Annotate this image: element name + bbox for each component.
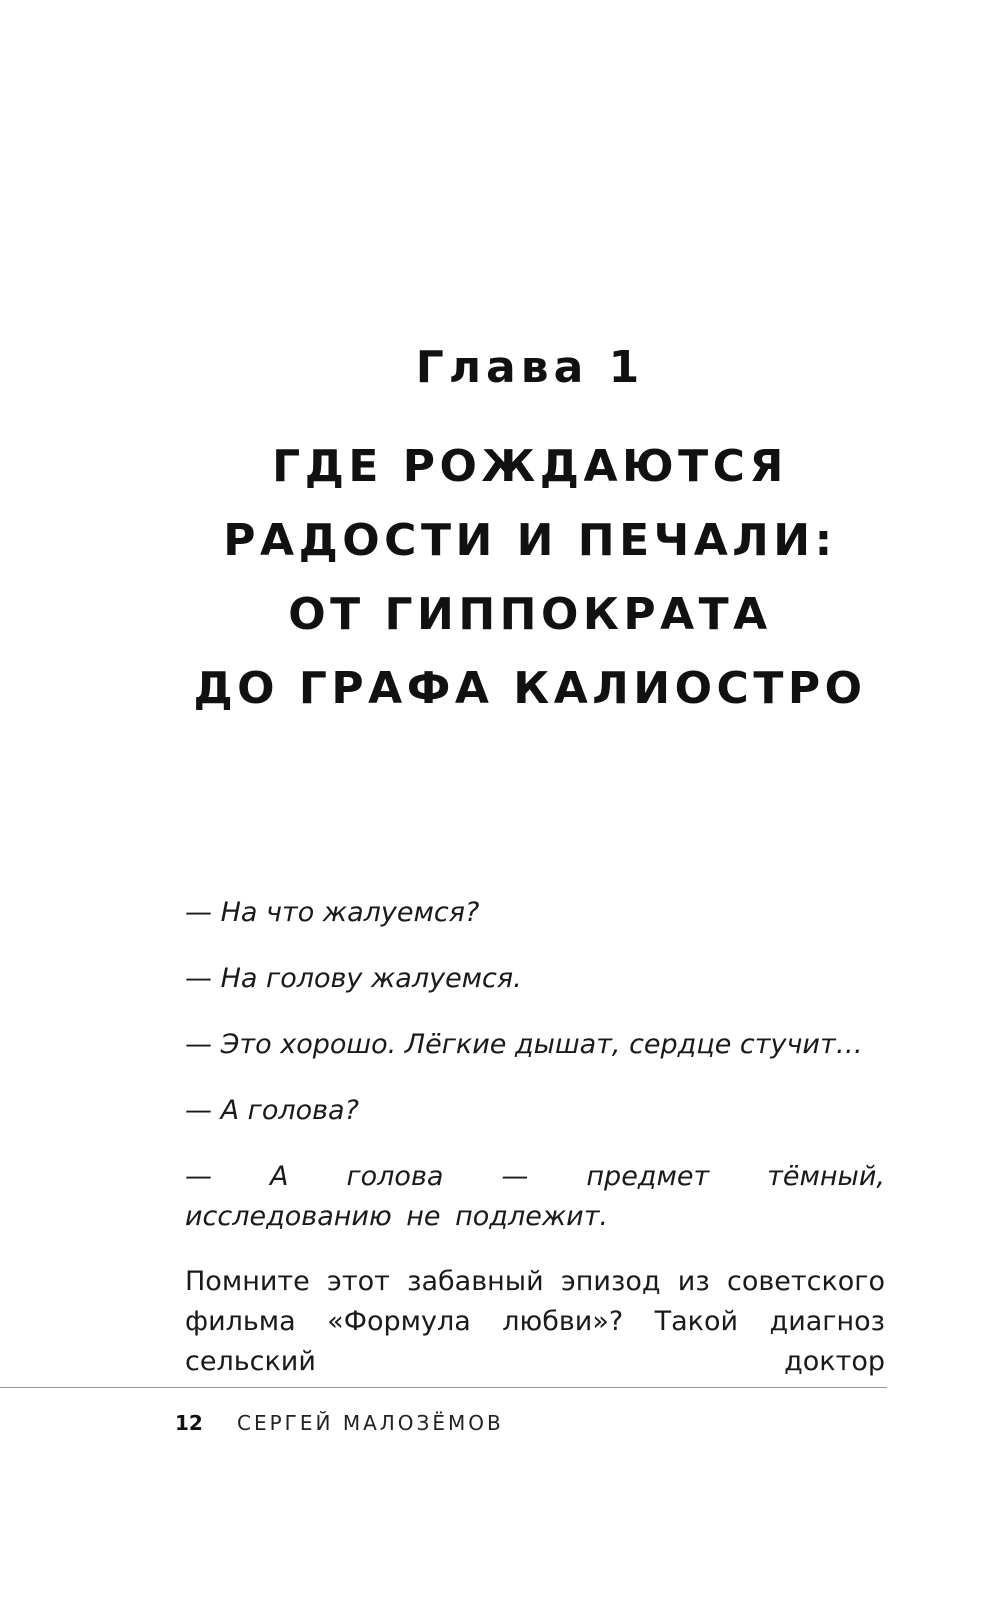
- dialogue-line: — А голова?: [185, 1095, 359, 1126]
- chapter-title-line: ГДЕ РОЖДАЮТСЯ: [272, 441, 788, 492]
- dialogue-line: — На что жалуемся?: [185, 897, 480, 928]
- dialogue-line: — А голова — предмет тёмный, исследованию не подлежит.: [185, 1161, 885, 1232]
- chapter-title-line: ДО ГРАФА КАЛИОСТРО: [193, 663, 867, 714]
- page-number: 12: [175, 1411, 203, 1435]
- chapter-number: Глава 1: [415, 342, 645, 393]
- dialogue-line: — Это хорошо. Лёгкие дышат, сердце стучит…: [185, 1029, 863, 1060]
- chapter-title-line: ОТ ГИППОКРАТА: [288, 589, 772, 640]
- chapter-title-line: РАДОСТИ И ПЕЧАЛИ:: [223, 515, 837, 566]
- body-paragraph: Помните этот забавный эпизод из советского фильма «Формула любви»? Такой диагноз сельский доктор: [185, 1266, 885, 1377]
- dialogue-line: — На голову жалуемся.: [185, 963, 522, 994]
- footer-divider: [0, 1387, 887, 1388]
- chapter-title: [0, 430, 1000, 726]
- running-footer-author: СЕРГЕЙ МАЛОЗЁМОВ: [237, 1411, 504, 1435]
